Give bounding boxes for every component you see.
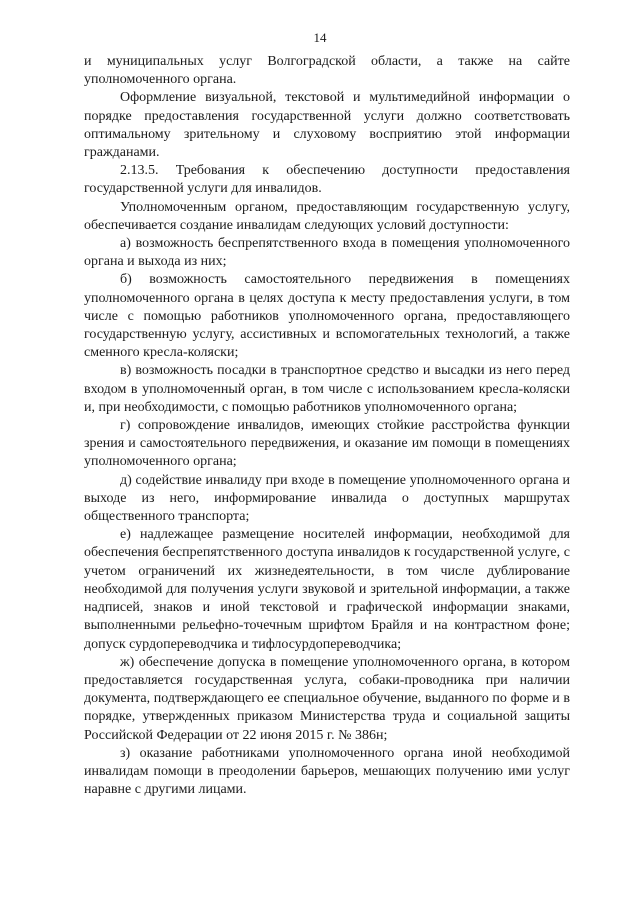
list-item-e: е) надлежащее размещение носителей информации, необходимой для обеспечения беспрепятственного доступа инвалидов к государственной услуге, с учетом ограничений их жизнедеятельности, в том числе дублирование необходимой для получения услуги звуковой и зрительной информации, а также надписей, знаков и иной текстовой и графической информации знаками, выполненными рельефно-точечным шрифтом Брайля и на контрастном фоне; допуск сурдопереводчика и тифлосурдопереводчика; <box>84 527 570 652</box>
paragraph-visual-info: Оформление визуальной, текстовой и мультимедийной информации о порядке предоставления государственной услуги должно соответствовать оптимальному зрительному и слуховому восприятию этой информации гражданами. <box>84 90 570 161</box>
list-item-v: в) возможность посадки в транспортное средство и высадки из него перед входом в уполномоченный орган, в том числе с использованием кресла-коляски и, при необходимости, с помощью работников уполномоченного органа; <box>84 363 570 415</box>
list-item-a: а) возможность беспрепятственного входа в помещения уполномоченного органа и выхода из них; <box>84 236 570 270</box>
list-item-zh: ж) обеспечение допуска в помещение уполномоченного органа, в котором предоставляется государственная услуга, собаки-проводника при наличии документа, подтверждающего ее специальное обучение, выданного по форме и в порядке, утвержденных приказом Министерства труда и социальной защиты Российской Федерации от 22 июня 2015 г. № 386н; <box>84 654 570 743</box>
list-item-z: з) оказание работниками уполномоченного органа иной необходимой инвалидам помощи в преодолении барьеров, мешающих получению ими услуг наравне с другими лицами. <box>84 745 570 798</box>
list-item-b: б) возможность самостоятельного передвижения в помещениях уполномоченного органа в целях доступа к месту предоставления услуги, в том числе с помощью работников уполномоченного органа, предоставляющего государственную услугу, ассистивных и вспомогательных технологий, а также сменного кресла-коляски; <box>84 272 570 361</box>
section-heading-2-13-5: 2.13.5. Требования к обеспечению доступности предоставления государственной услуги для инвалидов. <box>84 163 570 197</box>
page-number: 14 <box>313 30 327 45</box>
paragraph-accessibility-conditions: Уполномоченным органом, предоставляющим государственную услугу, обеспечивается создание инвалидам следующих условий доступности: <box>84 199 570 233</box>
paragraph-continuation: и муниципальных услуг Волгоградской области, а также на сайте уполномоченного органа. <box>84 54 570 88</box>
document-body <box>84 53 570 799</box>
list-item-d: д) содействие инвалиду при входе в помещение уполномоченного органа и выходе из него, информирование инвалида о доступных маршрутах общественного транспорта; <box>84 472 570 525</box>
list-item-g: г) сопровождение инвалидов, имеющих стойкие расстройства функции зрения и самостоятельного передвижения, и оказание им помощи в помещениях уполномоченного органа; <box>84 418 570 470</box>
